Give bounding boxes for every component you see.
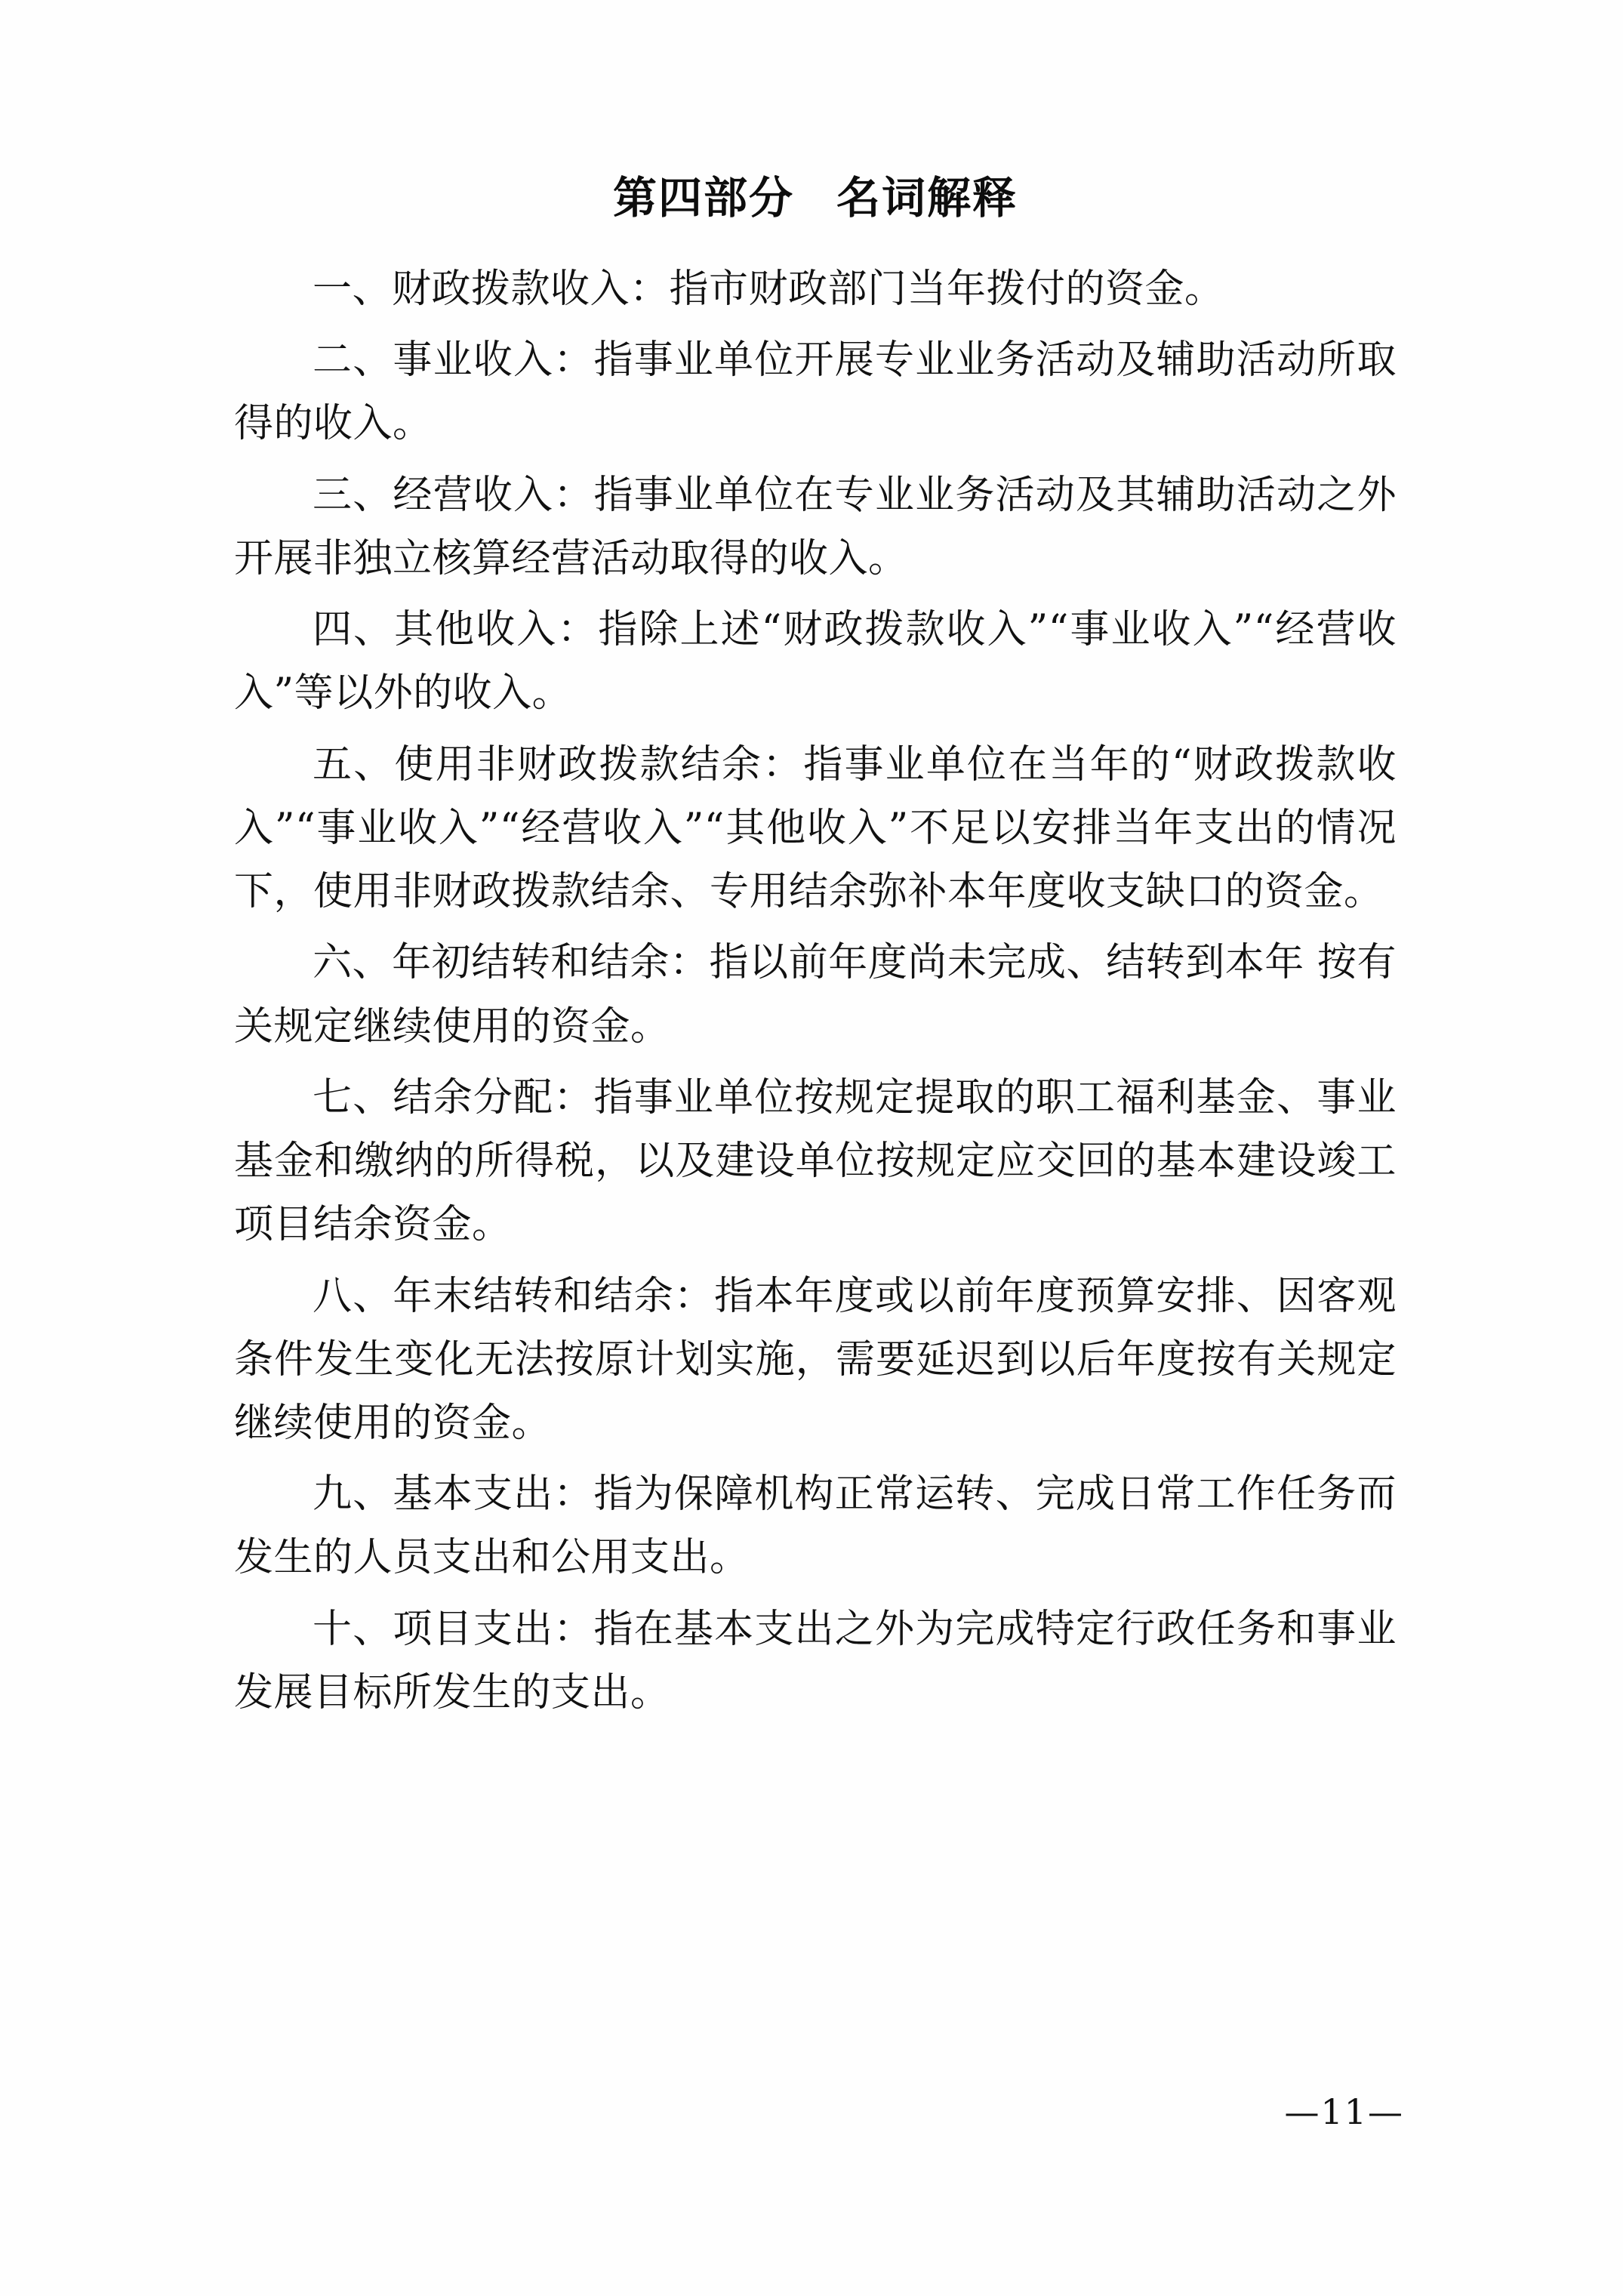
paragraph-3: 三、经营收入：指事业单位在专业业务活动及其辅助活动之外开展非独立核算经营活动取得的收入。 <box>234 472 1397 581</box>
page-title <box>234 162 1397 226</box>
paragraph-1: 一、财政拨款收入：指市财政部门当年拨付的资金。 <box>313 267 1224 312</box>
page-title-part: 第四部分 <box>612 172 794 223</box>
paragraph-8: 八、年末结转和结余：指本年度或以前年度预算安排、因客观条件发生变化无法按原计划实施，需要延迟到以后年度按有关规定继续使用的资金。 <box>234 1273 1397 1446</box>
paragraph-9: 九、基本支出：指为保障机构正常运转、完成日常工作任务而发生的人员支出和公用支出。 <box>234 1472 1397 1581</box>
paragraph-4: 四、其他收入：指除上述“财政拨款收入”“事业收入”“经营收入”等以外的收入。 <box>234 607 1397 717</box>
paragraph-2: 二、事业收入：指事业单位开展专业业务活动及辅助活动所取得的收入。 <box>234 337 1397 447</box>
document-body <box>234 162 1397 1732</box>
page-number: —11— <box>1284 2091 1404 2132</box>
paragraph-5: 五、使用非财政拨款结余：指事业单位在当年的“财政拨款收入”“事业收入”“经营收入”“其他收入”不足以安排当年支出的情况下，使用非财政拨款结余、专用结余弥补本年度收支缺口的资金。 <box>234 741 1397 915</box>
page-title-section: 名词解释 <box>836 172 1018 223</box>
paragraph-7: 七、结余分配：指事业单位按规定提取的职工福利基金、事业基金和缴纳的所得税，以及建设单位按规定应交回的基本建设竣工项目结余资金。 <box>234 1074 1397 1248</box>
paragraph-6: 六、年初结转和结余：指以前年度尚未完成、结转到本年 按有关规定继续使用的资金。 <box>234 940 1397 1049</box>
paragraph-10: 十、项目支出：指在基本支出之外为完成特定行政任务和事业发展目标所发生的支出。 <box>234 1606 1397 1715</box>
